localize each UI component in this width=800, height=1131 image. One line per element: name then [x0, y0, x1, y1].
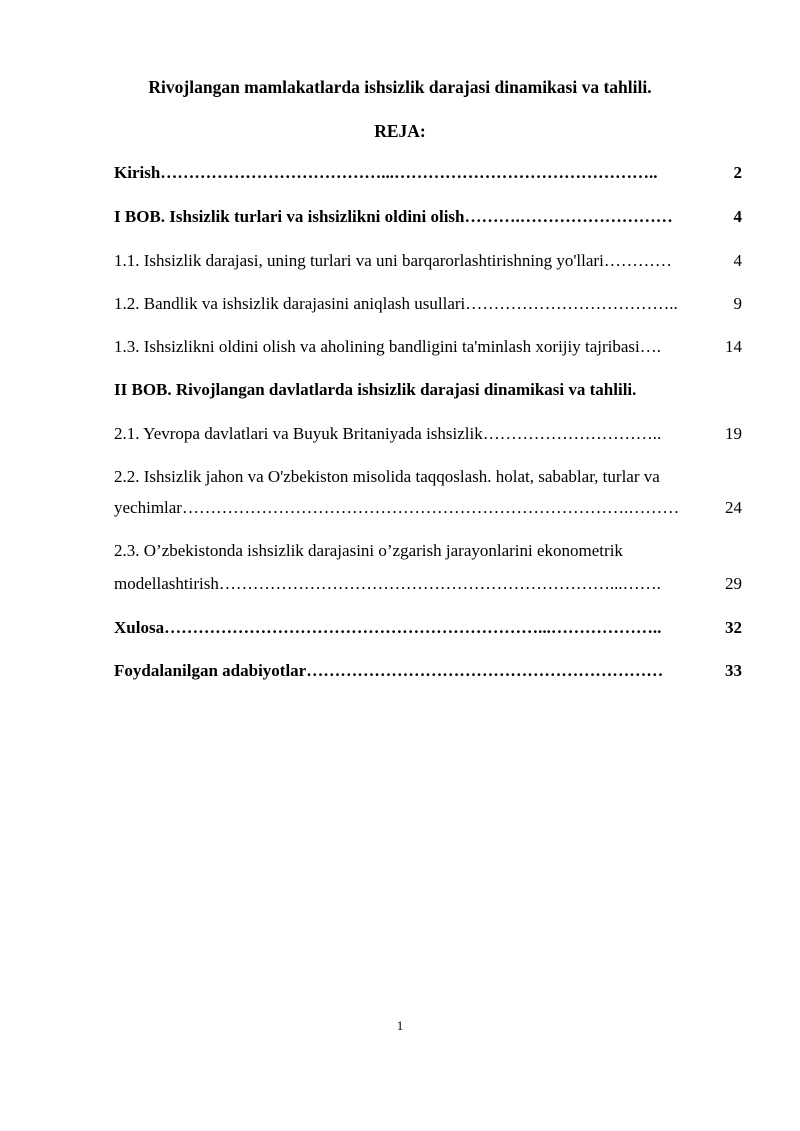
toc-entry-section-2-2-line-1[interactable]: [114, 466, 742, 488]
toc-entry-section-2-1[interactable]: [114, 423, 742, 445]
toc-entry-text: 1.3. Ishsizlikni oldini olish va aholining bandligini ta'minlash xorijiy tajribasi….: [114, 337, 662, 356]
toc-entry-text: modellashtirish……………………………………………………………...…….: [114, 574, 661, 593]
toc-entry-text: Foydalanilgan adabiyotlar………………………………………………………: [114, 661, 664, 680]
toc-entry-text: Kirish…………………………………...………………………………………..: [114, 163, 658, 182]
document-title: Rivojlangan mamlakatlarda ishsizlik darajasi dinamikasi va tahlili.: [148, 77, 652, 97]
toc-page-number: 19: [725, 424, 742, 443]
toc-page-number: 24: [725, 498, 742, 517]
toc-entry-text: 2.1. Yevropa davlatlari va Buyuk Britaniyada ishsizlik…………………………..: [114, 424, 662, 443]
toc-entry-text: 1.2. Bandlik va ishsizlik darajasini aniqlash usullari………………………………..: [114, 294, 678, 313]
toc-entry-xulosa[interactable]: [114, 617, 742, 639]
toc-page-number: 9: [733, 294, 742, 313]
toc-page-number: 14: [725, 337, 742, 356]
toc-page-number: 29: [725, 574, 742, 593]
toc-entry-kirish[interactable]: [114, 162, 742, 184]
toc-entry-text: 1.1. Ishsizlik darajasi, uning turlari va uni barqarorlashtirishning yo'llari…………: [114, 251, 672, 270]
toc-entry-text: 2.2. Ishsizlik jahon va O'zbekiston misolida taqqoslash. holat, sabablar, turlar va: [114, 467, 660, 486]
plan-heading: REJA:: [374, 121, 426, 141]
toc-entry-section-2-3-line-2[interactable]: [114, 573, 742, 595]
toc-entry-chapter-2[interactable]: [114, 379, 742, 401]
toc-page-number: 4: [733, 207, 742, 226]
toc-entry-text: II BOB. Rivojlangan davlatlarda ishsizlik darajasi dinamikasi va tahlili.: [114, 380, 637, 399]
toc-entry-chapter-1[interactable]: [114, 206, 742, 228]
toc-entry-section-2-3-line-1[interactable]: [114, 540, 742, 562]
toc-entry-section-1-2[interactable]: [114, 293, 742, 315]
toc-entry-text: 2.3. O’zbekistonda ishsizlik darajasini o’zgarish jarayonlarini ekonometrik: [114, 541, 623, 560]
toc-entry-section-1-3[interactable]: [114, 336, 742, 358]
page-number: 1: [396, 1018, 404, 1033]
toc-entry-text: Xulosa…………………………………………………………...………………..: [114, 618, 662, 637]
toc-entry-text: yechimlar…………………………………………………………………….………: [114, 498, 680, 517]
toc-page-number: 4: [733, 251, 742, 270]
toc-page-number: 33: [725, 661, 742, 680]
toc-page-number: 2: [733, 163, 742, 182]
toc-entry-section-1-1[interactable]: [114, 250, 742, 272]
toc-entry-section-2-2-line-2[interactable]: [114, 497, 742, 519]
toc-entry-text: I BOB. Ishsizlik turlari va ishsizlikni oldini olish……….………………………: [114, 207, 673, 226]
toc-entry-adabiyotlar[interactable]: [114, 660, 742, 682]
toc-page-number: 32: [725, 618, 742, 637]
